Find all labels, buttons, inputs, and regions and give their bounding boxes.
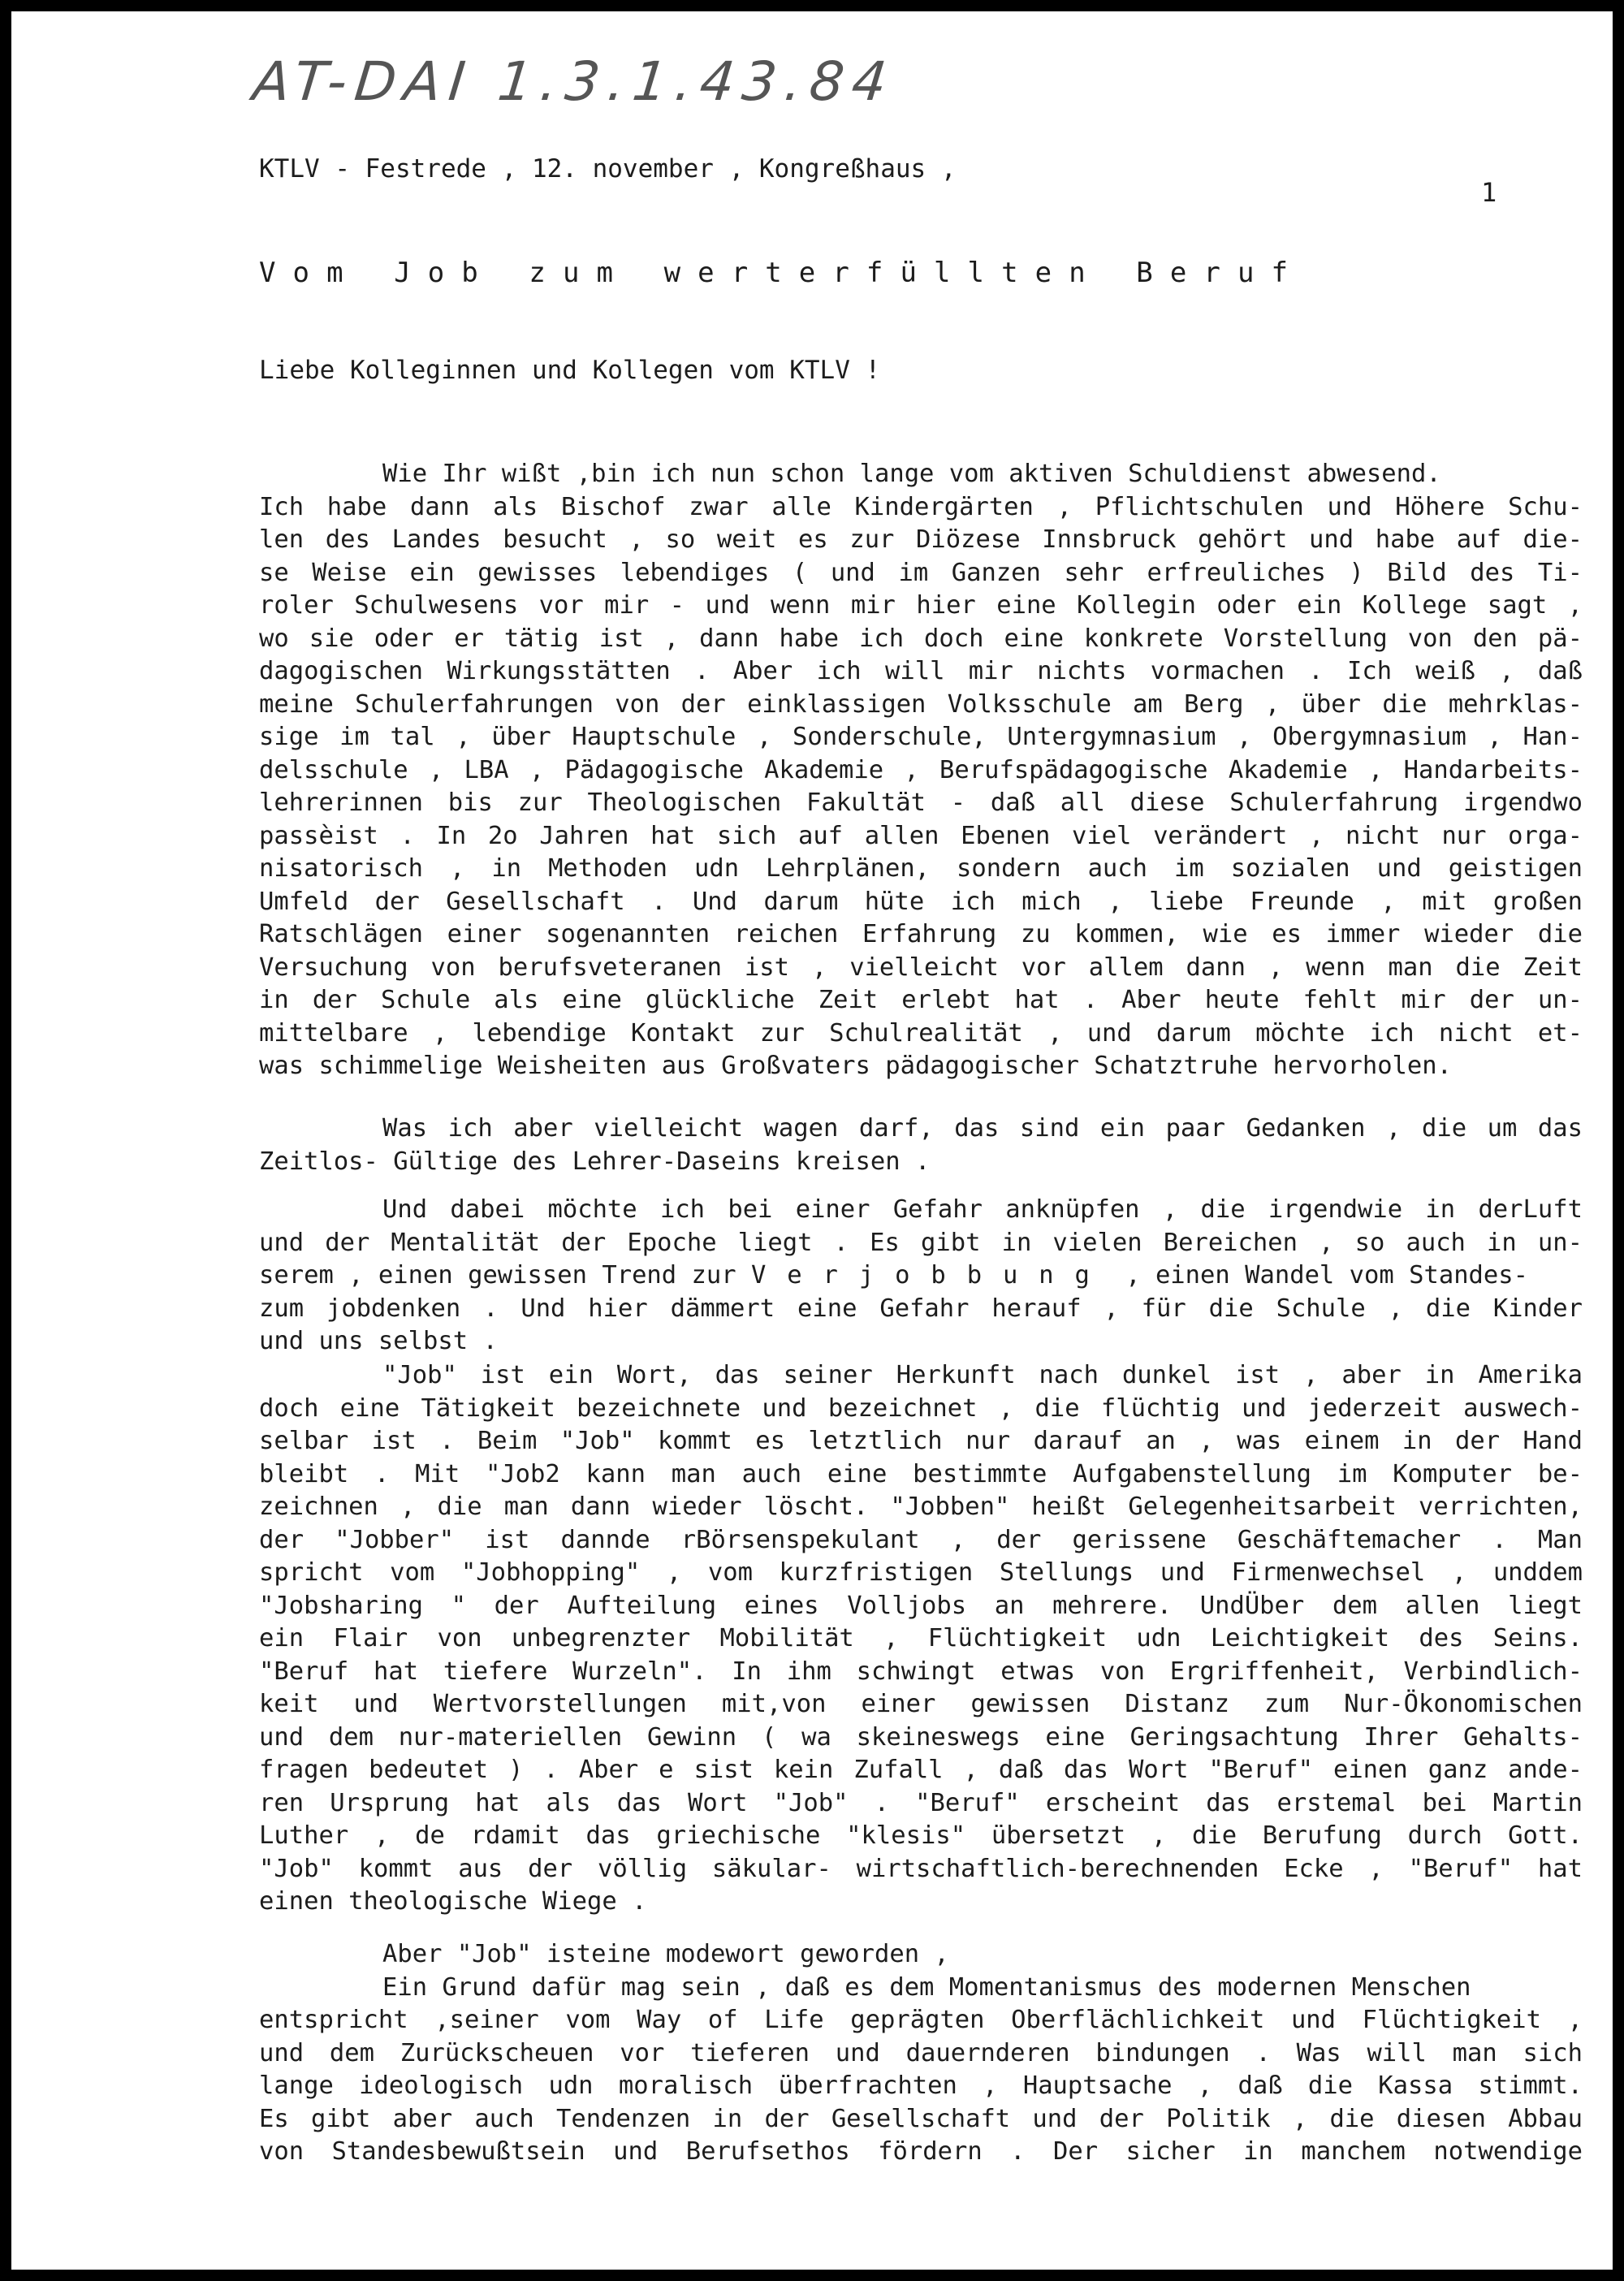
text-line: Umfeld der Gesellschaft . Und darum hüte ich mich , liebe Freunde , mit großen [259, 887, 1583, 916]
text-line: roler Schulwesens vor mir - und wenn mir hier eine Kollegin oder ein Kollege sagt , [259, 591, 1583, 620]
text-line: "Job" kommt aus der völlig säkular- wirtschaftlich-berechnenden Ecke , "Beruf" hat [259, 1854, 1583, 1883]
text-line: doch eine Tätigkeit bezeichnete und bezeichnet , die flüchtig und jederzeit auswech- [259, 1393, 1583, 1423]
text-line: keit und Wertvorstellungen mit,von einer gewissen Distanz zum Nur-Ökonomischen [259, 1690, 1583, 1718]
text-line: von Standesbewußtsein und Berufsethos fördern . Der sicher in manchem notwendige [259, 2137, 1583, 2166]
paragraph-4 [259, 1359, 1583, 1919]
document-page [11, 11, 1613, 2270]
text-line: ren Ursprung hat als das Wort "Job" . "Beruf" erscheint das erstemal bei Martin [259, 1788, 1583, 1817]
text-line: wo sie oder er tätig ist , dann habe ich doch eine konkrete Vorstellung von den pä- [259, 624, 1583, 653]
text-line: und uns selbst . [259, 1327, 498, 1355]
document-header: KTLV - Festrede , 12. november , Kongreßhaus , [259, 154, 957, 184]
text-line: ein Flair von unbegrenzter Mobilität , Flüchtigkeit udn Leichtigkeit des Seins. [259, 1624, 1583, 1652]
text-line: Ein Grund dafür mag sein , daß es dem Momentanismus des modernen Menschen [382, 1972, 1471, 2002]
text-line: Und dabei möchte ich bei einer Gefahr anknüpfen , die irgendwie in derLuft [382, 1195, 1583, 1224]
spaced-word-verjobbung: Verjobbung [750, 1261, 1111, 1290]
text-line: in der Schule als eine glückliche Zeit erlebt hat . Aber heute fehlt mir der un- [259, 986, 1583, 1014]
text-line: und dem nur-materiellen Gewinn ( wa skeineswegs eine Geringsachtung Ihrer Gehalts- [259, 1722, 1583, 1752]
text-line: lange ideologisch udn moralisch überfrachten , Hauptsache , daß die Kassa stimmt. [259, 2071, 1583, 2100]
text-line: zeichnen , die man dann wieder löscht. "Jobben" heißt Gelegenheitsarbeit verrichten, [259, 1493, 1583, 1521]
text-line: "Beruf hat tiefere Wurzeln". In ihm schwingt etwas von Ergriffenheit, Verbindlich- [259, 1657, 1583, 1686]
text-line: delsschule , LBA , Pädagogische Akademie , Berufspädagogische Akademie , Handarbeits- [259, 755, 1583, 784]
paragraph-2 [259, 1112, 1583, 1178]
text-line: zum jobdenken . Und hier dämmert eine Gefahr herauf , für die Schule , die Kinder [259, 1294, 1583, 1323]
text-line: dagogischen Wirkungsstätten . Aber ich will mir nichts vormachen . Ich weiß , daß [259, 657, 1583, 685]
text-line: passèist . In 2o Jahren hat sich auf allen Ebenen viel verändert , nicht nur orga- [259, 821, 1583, 850]
salutation: Liebe Kolleginnen und Kollegen vom KTLV ! [259, 356, 881, 385]
text-line: nisatorisch , in Methoden udn Lehrplänen, sondern auch im sozialen und geistigen [259, 854, 1583, 883]
text-line: was schimmelige Weisheiten aus Großvaters pädagogischer Schatztruhe hervorholen. [259, 1052, 1453, 1080]
text-line: mittelbare , lebendige Kontakt zur Schulrealität , und darum möchte ich nicht et- [259, 1018, 1583, 1048]
paragraph-3 [259, 1194, 1583, 1359]
text-line: fragen bedeutet ) . Aber e sist kein Zufall , daß das Wort "Beruf" einen ganz ande- [259, 1756, 1583, 1784]
text-line: sige im tal , über Hauptschule , Sonderschule, Untergymnasium , Obergymnasium , Han- [259, 723, 1583, 751]
text-line: Es gibt aber auch Tendenzen in der Gesellschaft und der Politik , die diesen Abbau [259, 2104, 1583, 2133]
text-line: selbar ist . Beim "Job" kommt es letztlich nur darauf an , was einem in der Hand [259, 1427, 1583, 1455]
text-line: Zeitlos- Gültige des Lehrer-Daseins kreisen . [259, 1147, 931, 1176]
text-line: und dem Zurückscheuen vor tieferen und dauernderen bindungen . Was will man sich [259, 2038, 1583, 2067]
page-number: 1 [1481, 177, 1497, 208]
archive-signature: AT-DAI 1.3.1.43.84 [249, 50, 898, 113]
paragraph-1 [259, 458, 1583, 1083]
text-line: Versuchung von berufsveteranen ist , vielleicht vor allem dann , wenn man die Zeit [259, 953, 1583, 982]
text-line: "Jobsharing " der Aufteilung eines Volljobs an mehrere. UndÜber dem allen liegt [259, 1591, 1583, 1620]
text-line: Aber "Job" isteine modewort geworden , [382, 1940, 949, 1968]
text-line: meine Schulerfahrungen von der einklassigen Volksschule am Berg , über die mehrklas- [259, 689, 1583, 719]
text-line: bleibt . Mit "Job2 kann man auch eine bestimmte Aufgabenstellung im Komputer be- [259, 1459, 1583, 1488]
paragraph-5 [259, 1938, 1583, 2169]
text-line: se Weise ein gewisses lebendiges ( und im Ganzen sehr erfreuliches ) Bild des Ti- [259, 558, 1583, 587]
text-line: Ich habe dann als Bischof zwar alle Kindergärten , Pflichtschulen und Höhere Schu- [259, 492, 1583, 521]
text-segment: serem , einen gewissen Trend zur [259, 1261, 751, 1290]
text-line: und der Mentalität der Epoche liegt . Es gibt in vielen Bereichen , so auch in un- [259, 1228, 1583, 1257]
text-line: "Job" ist ein Wort, das seiner Herkunft nach dunkel ist , aber in Amerika [382, 1361, 1583, 1389]
text-line: Luther , de rdamit das griechische "klesis" übersetzt , die Berufung durch Gott. [259, 1821, 1583, 1850]
text-line: Wie Ihr wißt ,bin ich nun schon lange vom aktiven Schuldienst abwesend. [382, 460, 1441, 488]
text-line: entspricht ,seiner vom Way of Life geprägten Oberflächlichkeit und Flüchtigkeit , [259, 2006, 1583, 2034]
text-line: spricht vom "Jobhopping" , vom kurzfristigen Stellungs und Firmenwechsel , unddem [259, 1558, 1583, 1587]
speech-title: Vom Job zum werterfüllten Beruf [259, 257, 1306, 289]
text-line: einen theologische Wiege . [259, 1887, 647, 1916]
text-line: len des Landes besucht , so weit es zur Diözese Innsbruck gehört und habe auf die- [259, 525, 1583, 554]
text-line [259, 1259, 1583, 1293]
text-segment: , einen Wandel vom Standes- [1110, 1261, 1529, 1290]
text-line: Was ich aber vielleicht wagen darf, das sind ein paar Gedanken , die um das [382, 1114, 1583, 1143]
text-line: lehrerinnen bis zur Theologischen Fakultät - daß all diese Schulerfahrung irgendwo [259, 788, 1583, 817]
text-line: der "Jobber" ist dannde rBörsenspekulant , der gerissene Geschäftemacher . Man [259, 1525, 1583, 1554]
text-line: Ratschlägen einer sogenannten reichen Erfahrung zu kommen, wie es immer wieder die [259, 920, 1583, 948]
